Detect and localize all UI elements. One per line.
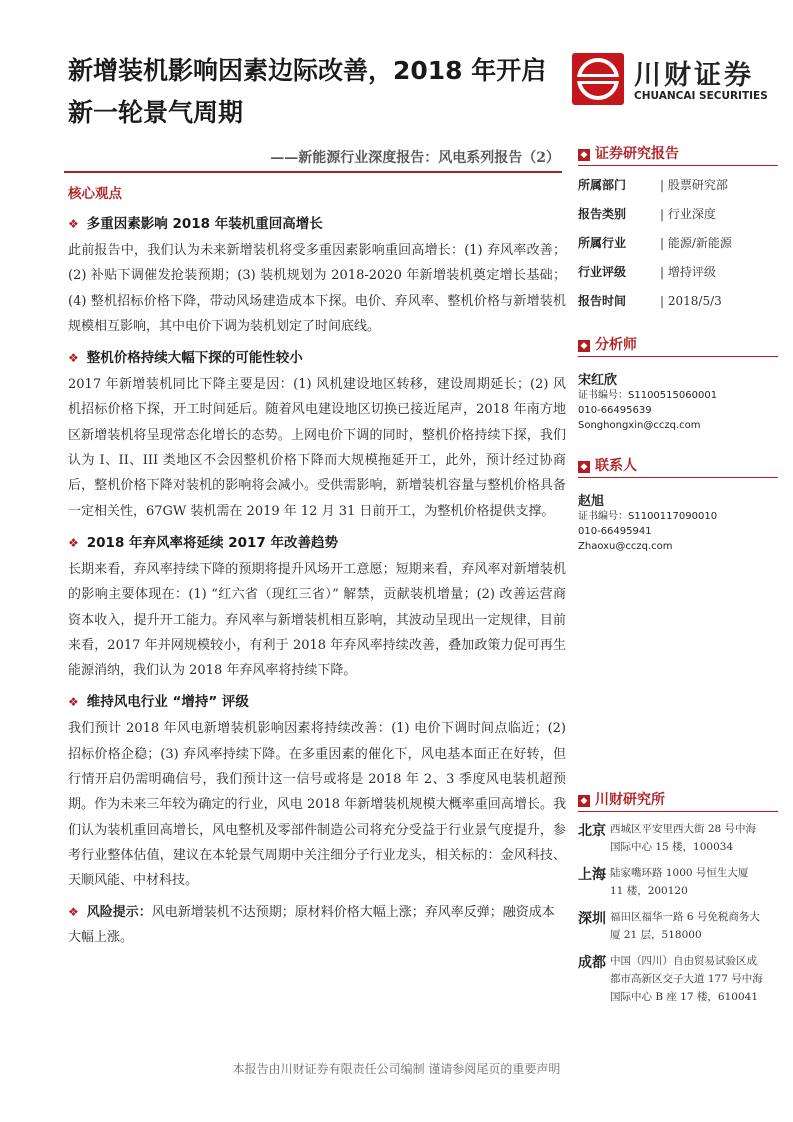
contact-email[interactable]: Zhaoxu@cczq.com: [578, 541, 673, 552]
section-heading: ❖ 整机价格持续大幅下探的可能性较小: [68, 350, 303, 367]
institute-heading: ◆ 川财研究所: [578, 789, 778, 812]
chuancai-logo: [572, 50, 772, 110]
contact-heading: ◆ 联系人: [578, 455, 778, 478]
logo-english-name: CHUANCAI SECURITIES: [634, 90, 768, 102]
report-title: [68, 50, 568, 134]
square-bullet-icon: ◆: [578, 149, 590, 161]
section-body: 2017 年新增装机同比下降主要是因：(1) 风机建设地区转移，建设周期延长；(2) 风机招标价格下探，开工时间延后。随着风电建设地区切换已接近尾声，2018 年南方地区新增装机将呈现常态化增长的态势。上网电价下调的同时，整机价格持续下探，我们认为 I、II、III 类地区不会因整机价格下降而大规模拖延开工，此外，预计经过协商后，整机价格下降对装机的影响将会减小。受供需影响，新增装机容量与整机价格具备一定相关性，67GW 装机需在 2019 年 12 月 31 日前开工，为整机价格提供支撑。: [68, 377, 566, 519]
title-line-1: 新增装机影响因素边际改善，2018 年开启: [68, 56, 547, 85]
square-bullet-icon: ◆: [578, 340, 590, 352]
page-footer: 本报告由川财证券有限责任公司编制 谨请参阅尾页的重要声明: [232, 1062, 561, 1076]
contact-phone: 010-66495941: [578, 526, 652, 537]
institute-panel: [578, 789, 778, 1006]
info-row: 所属部门 | 股票研究部: [578, 178, 728, 192]
office-row: 北京 西城区平安里西大街 28 号中海国际中心 15 楼，100034: [578, 823, 757, 853]
analyst-license: 证书编号：S1100515060001: [578, 390, 718, 401]
report-subtitle: ——新能源行业深度报告：风电系列报告（2）: [270, 150, 560, 166]
risk-warning: [68, 900, 566, 951]
analyst-panel: [578, 334, 778, 433]
section-body: 此前报告中，我们认为未来新增装机将受多重因素影响重回高增长：(1) 弃风率改善；(2) 补贴下调催发抢装预期；(3) 装机规划为 2018-2020 年新增装机奠定增长基础；(4) 整机招标价格下降，带动风场建造成本下探。电价、弃风率、整机价格与新增装机规模相互影响，其中电价下调为装机划定了时间底线。: [68, 243, 566, 334]
office-row: 上海 陆家嘴环路 1000 号恒生大厦 11 楼，200120: [578, 867, 749, 897]
diamond-bullet-icon: ❖: [68, 695, 79, 710]
analyst-phone: 010-66495639: [578, 405, 652, 416]
diamond-bullet-icon: ❖: [68, 535, 79, 550]
diamond-bullet-icon: ❖: [68, 217, 79, 231]
section-body: 我们预计 2018 年风电新增装机影响因素将持续改善：(1) 电价下调时间点临近；(2) 招标价格企稳；(3) 弃风率持续下降。在多重因素的催化下，风电基本面正在好转，但行情开启仍需明确信号，我们预计这一信号或将是 2018 年 2、3 季度风电装机超预期。作为未来三年较为确定的行业，风电 2018 年新增装机规模大概率重回高增长。我们认为装机重回高增长，风电整机及零部件制造公司将充分受益于行业景气度提升，参考行业整体估值，建议在本轮景气周期中关注细分子行业龙头，相关标的：金风科技、天顺风能、中材科技。: [68, 721, 566, 889]
square-bullet-icon: ◆: [578, 795, 590, 807]
report-info-heading: ◆ 证券研究报告: [578, 143, 778, 166]
main-content: [68, 182, 566, 950]
risk-label: 风险提示：: [86, 904, 152, 920]
contact-license: 证书编号：S1100117090010: [578, 511, 718, 522]
info-row: 行业评级 | 增持评级: [578, 265, 716, 279]
analyst-name: 宋红欣: [578, 373, 618, 388]
info-row: 所属行业 | 能源/新能源: [578, 236, 732, 250]
chuancai-logo-icon: [572, 53, 624, 105]
section-heading: ❖ 2018 年弃风率将延续 2017 年改善趋势: [68, 534, 339, 551]
core-view-label: 核心观点: [68, 186, 122, 202]
office-row: 成都 中国（四川）自由贸易试验区成都市高新区交子大道 177 号中海国际中心 B 座 17 楼，610041: [578, 955, 763, 1003]
section-body: 长期来看，弃风率持续下降的预期将提升风场开工意愿；短期来看，弃风率对新增装机的影响主要体现在：(1) “红六省（现红三省）” 解禁，贡献装机增量；(2) 改善运营商资本收入，提升开工能力。弃风率与新增装机相互影响，其波动呈现出一定规律，目前来看，2017 年并网规模较小，有利于 2018 年弃风率持续改善，叠加政策力促可再生能源消纳，我们认为 2018 年弃风率将持续下降。: [68, 561, 566, 679]
info-row: 报告类别 | 行业深度: [578, 207, 716, 221]
title-line-2: 新一轮景气周期: [68, 98, 244, 127]
logo-chinese-name: 川财证券: [634, 60, 754, 91]
section-heading: ❖ 多重因素影响 2018 年装机重回高增长: [68, 216, 323, 232]
analyst-heading: ◆ 分析师: [578, 334, 778, 357]
square-bullet-icon: ◆: [578, 461, 590, 473]
office-row: 深圳 福田区福华一路 6 号免税商务大厦 21 层，518000: [578, 911, 760, 941]
contact-name: 赵旭: [578, 494, 605, 509]
analyst-email[interactable]: Songhongxin@cczq.com: [578, 420, 701, 431]
diamond-bullet-icon: ❖: [68, 351, 79, 366]
section-heading: ❖ 维持风电行业 “增持” 评级: [68, 694, 249, 711]
info-row: 报告时间 | 2018/5/3: [578, 293, 722, 308]
diamond-bullet-icon: ❖: [68, 904, 79, 919]
risk-text: 风电新增装机不达预期；原材料价格大幅上涨；弃风率反弹；融资成本大幅上涨。: [68, 904, 555, 945]
report-info-panel: [578, 143, 778, 315]
contact-panel: [578, 455, 778, 554]
title-divider: [64, 171, 562, 173]
